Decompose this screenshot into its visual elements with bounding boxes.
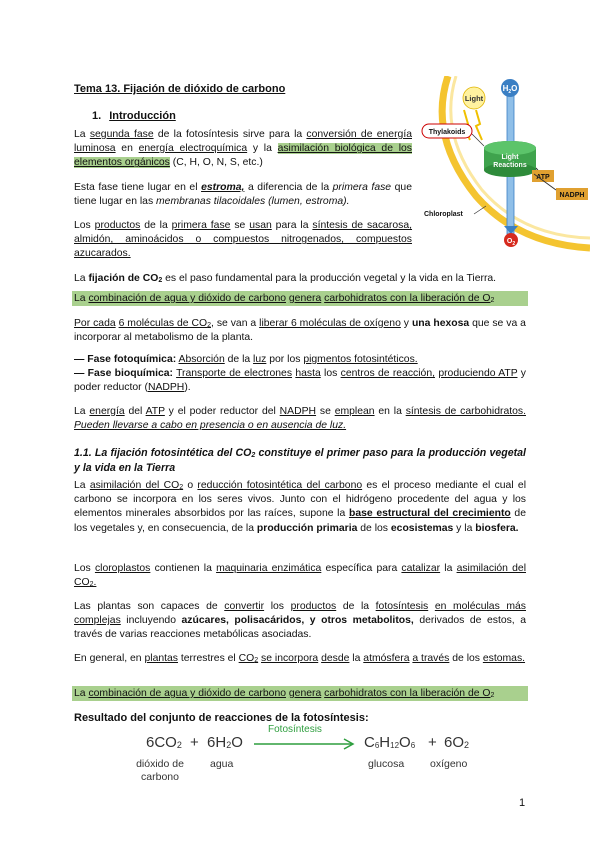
paragraph-stroma: Esta fase tiene lugar en el estroma, a diferencia de la primera fase que tiene lugar en las membranas tilacoidales (lumen, estroma). xyxy=(74,182,412,208)
paragraph-assimilation: La asimilación del $CO_2$ o reducción fotosintética del carbono es el proceso mediante el cual el carbono se incorpora en los seres vivos. Junto con el hidrógeno procedente del agua y los elementos minerales absorbidos por las raíces, supone la base estructural del crecimiento de los vegetales y, en consecuencia, de la producción primaria de los ecosistemas y la biosfera. xyxy=(74,480,526,534)
reactant-co2: $6CO_2$ xyxy=(146,734,182,751)
label-glucose: glucosa xyxy=(368,758,405,770)
svg-text:H2O: $H_2O$ xyxy=(502,84,518,95)
page-number: 1 xyxy=(519,797,526,809)
photosynthesis-diagram xyxy=(418,76,590,252)
phase-photochemical: — Fase fotoquímica: Absorción de la luz por los pigmentos fotosintéticos. xyxy=(74,354,418,365)
label-water: agua xyxy=(210,758,234,770)
svg-text:Reactions: Reactions xyxy=(493,162,527,169)
paragraph-plants: Las plantas son capaces de convertir los productos de la fotosíntesis en moléculas más complejas incluyendo azúcares, polisacáridos, y otros metabolitos, derivados de estos, a través de varias reacciones metabólicas asociadas. xyxy=(74,601,526,641)
section-heading: 1. Introducción xyxy=(92,110,176,122)
reactant-h2o: $6H_2O$ xyxy=(207,734,243,751)
result-heading: Resultado del conjunto de reacciones de la fotosíntesis: xyxy=(74,712,369,724)
paragraph-chloroplasts: Los cloroplastos contienen la maquinaria enzimática específica para catalizar la asimilación del $CO_2$. xyxy=(74,563,526,589)
label-oxygen: oxígeno xyxy=(430,758,468,770)
highlighted-statement: La combinación de agua y dióxido de carbono genera carbohidratos con la liberación de $O_2$ xyxy=(74,688,495,699)
label-co2: dióxido de carbono xyxy=(136,758,184,783)
paragraph-molecules: Por cada 6 moléculas de $CO_2$, se van a liberar 6 moléculas de oxígeno y una hexosa que se va a incorporar al metabolismo de la planta. xyxy=(74,318,526,344)
plus-sign: + xyxy=(190,734,199,751)
plus-sign: + xyxy=(428,734,437,751)
product-glucose: $C_6H_{12}O_6$ xyxy=(364,734,416,751)
svg-text:NADPH: NADPH xyxy=(559,192,585,199)
page-title: Tema 13. Fijación de dióxido de carbono xyxy=(74,83,286,95)
paragraph-fixation: La fijación de $CO_2$ es el paso fundamental para la producción vegetal y la vida en la Tierra. xyxy=(74,273,497,284)
product-o2: $6O_2$ xyxy=(444,734,470,751)
svg-text:ATP: ATP xyxy=(536,174,550,181)
svg-text:Light: Light xyxy=(501,154,519,161)
paragraph-stomata: En general, en plantas terrestres el $CO_2$ se incorpora desde la atmósfera a través de los estomas. xyxy=(74,653,526,664)
phase-biochemical: — Fase bioquímica: Transporte de electrones hasta los centros de reacción, produciendo ATP y poder reductor (NADPH). xyxy=(74,368,526,394)
svg-text:Chloroplast: Chloroplast xyxy=(424,211,463,218)
paragraph-products: Los productos de la primera fase se usan para la síntesis de sacarosa, almidón, aminoácidos o compuestos nitrogenados, compuestos azucarados. xyxy=(74,220,413,260)
highlighted-statement: La combinación de agua y dióxido de carbono genera carbohidratos con la liberación de $O_2$ xyxy=(74,293,495,304)
svg-text:Thylakoids: Thylakoids xyxy=(428,129,466,136)
paragraph-energy: La energía del ATP y el poder reductor del NADPH se emplean en la síntesis de carbohidratos. Pueden llevarse a cabo en presencia o en ausencia de luz. xyxy=(74,406,526,432)
svg-text:O2: $O_2$ xyxy=(506,238,516,247)
paragraph-intro: La segunda fase de la fotosíntesis sirve para la conversión de energía luminosa en energía electroquímica y la asimilación biológica de los elementos orgánicos (C, H, O, N, S, etc.) xyxy=(74,129,412,169)
light-reactions-icon xyxy=(484,141,536,155)
svg-text:Light: Light xyxy=(464,94,484,103)
reaction-arrow-icon xyxy=(254,738,356,750)
arrow-label: Fotosíntesis xyxy=(268,724,322,735)
subsection-heading: 1.1. La fijación fotosintética del $CO_2$ constituye el primer paso para la producción vegetal y la vida en la Tierra xyxy=(74,447,526,474)
